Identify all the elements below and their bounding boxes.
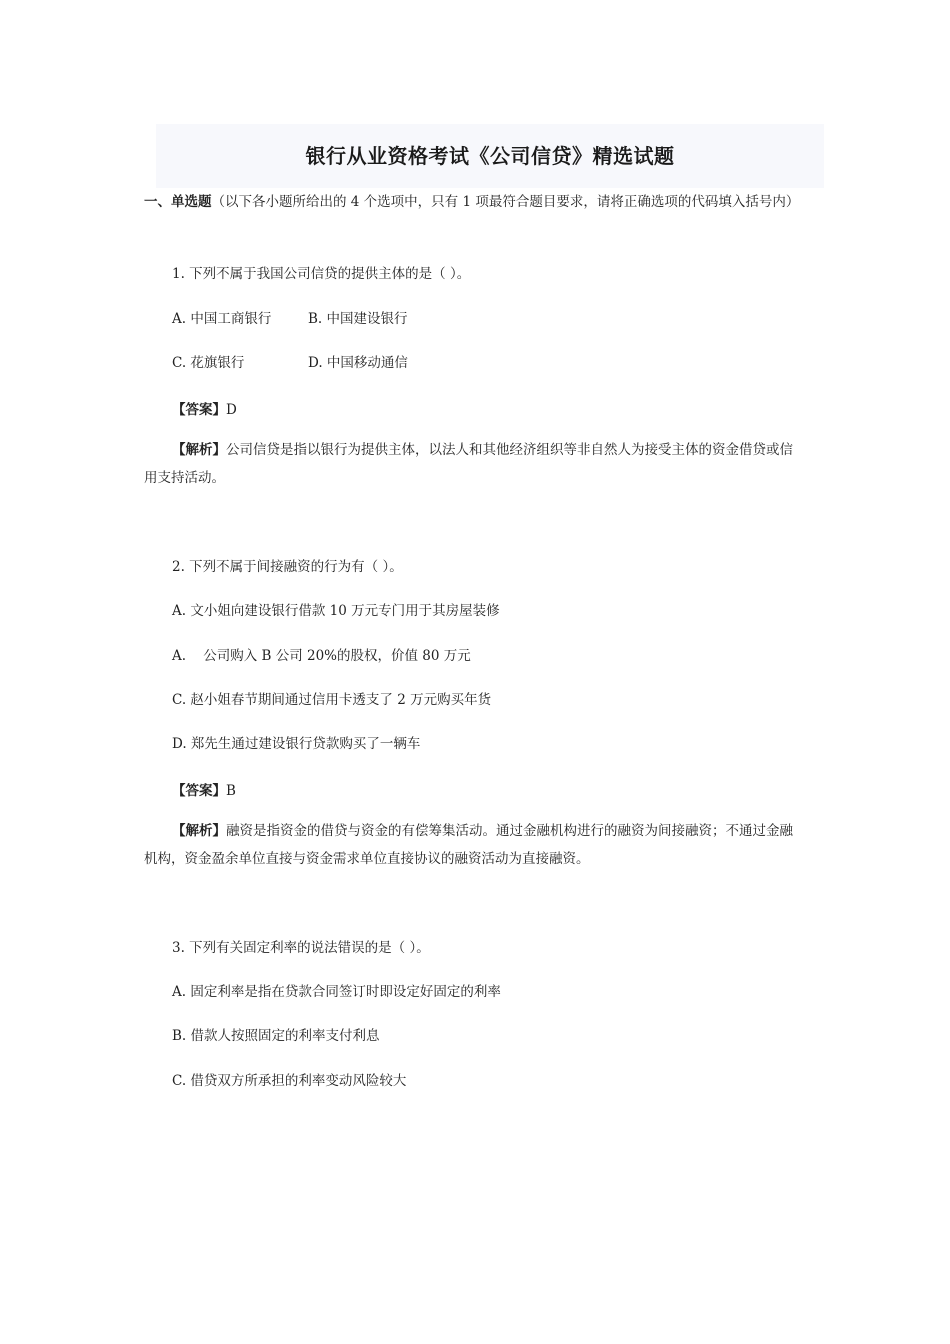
question-3-stem: 3. 下列有关固定利率的说法错误的是（ ）。: [172, 940, 430, 956]
section-intro: [144, 188, 804, 216]
answer-value: D: [226, 402, 237, 418]
section-note: （以下各小题所给出的 4 个选项中，只有 1 项最符合题目要求，请将正确选项的代码填入括号内）: [211, 194, 800, 210]
question-1-option-c: C. 花旗银行: [172, 355, 245, 371]
analysis-text: 融资是指资金的借贷与资金的有偿筹集活动。通过金融机构进行的融资为间接融资；不通过金融机构，资金盈余单位直接与资金需求单位直接协议的融资活动为直接融资。: [144, 823, 793, 867]
question-1-stem: 1. 下列不属于我国公司信贷的提供主体的是（ ）。: [172, 266, 471, 282]
question-3-option-b: B. 借款人按照固定的利率支付利息: [172, 1028, 380, 1044]
question-1-analysis: [144, 436, 804, 492]
analysis-label: 【解析】: [172, 823, 226, 839]
question-1-option-a: A. 中国工商银行: [172, 311, 272, 327]
analysis-label: 【解析】: [172, 442, 226, 458]
question-2-stem: 2. 下列不属于间接融资的行为有（ ）。: [172, 559, 403, 575]
question-2-analysis: [144, 817, 804, 873]
question-2-answer: [172, 781, 236, 801]
question-1-answer: [172, 400, 237, 420]
document-title: 银行从业资格考试《公司信贷》精选试题: [305, 144, 675, 168]
question-2-option-a: A. 文小姐向建设银行借款 10 万元专门用于其房屋装修: [172, 603, 500, 619]
answer-value: B: [226, 783, 236, 799]
question-1-option-b: B. 中国建设银行: [308, 311, 408, 327]
question-2-option-d: D. 郑先生通过建设银行贷款购买了一辆车: [172, 736, 421, 752]
answer-label: 【答案】: [172, 783, 226, 799]
question-3-option-a: A. 固定利率是指在贷款合同签订时即设定好固定的利率: [172, 984, 501, 1000]
question-2-option-c: C. 赵小姐春节期间通过信用卡透支了 2 万元购买年货: [172, 692, 492, 708]
analysis-text: 公司信贷是指以银行为提供主体，以法人和其他经济组织等非自然人为接受主体的资金借贷或信用支持活动。: [144, 442, 793, 486]
section-heading: 一、单选题: [144, 194, 212, 210]
question-1-option-d: D. 中国移动通信: [308, 355, 408, 371]
question-2-option-a2: A. 公司购入 B 公司 20%的股权，价值 80 万元: [172, 648, 471, 664]
question-3-option-c: C. 借贷双方所承担的利率变动风险较大: [172, 1073, 407, 1089]
answer-label: 【答案】: [172, 402, 226, 418]
